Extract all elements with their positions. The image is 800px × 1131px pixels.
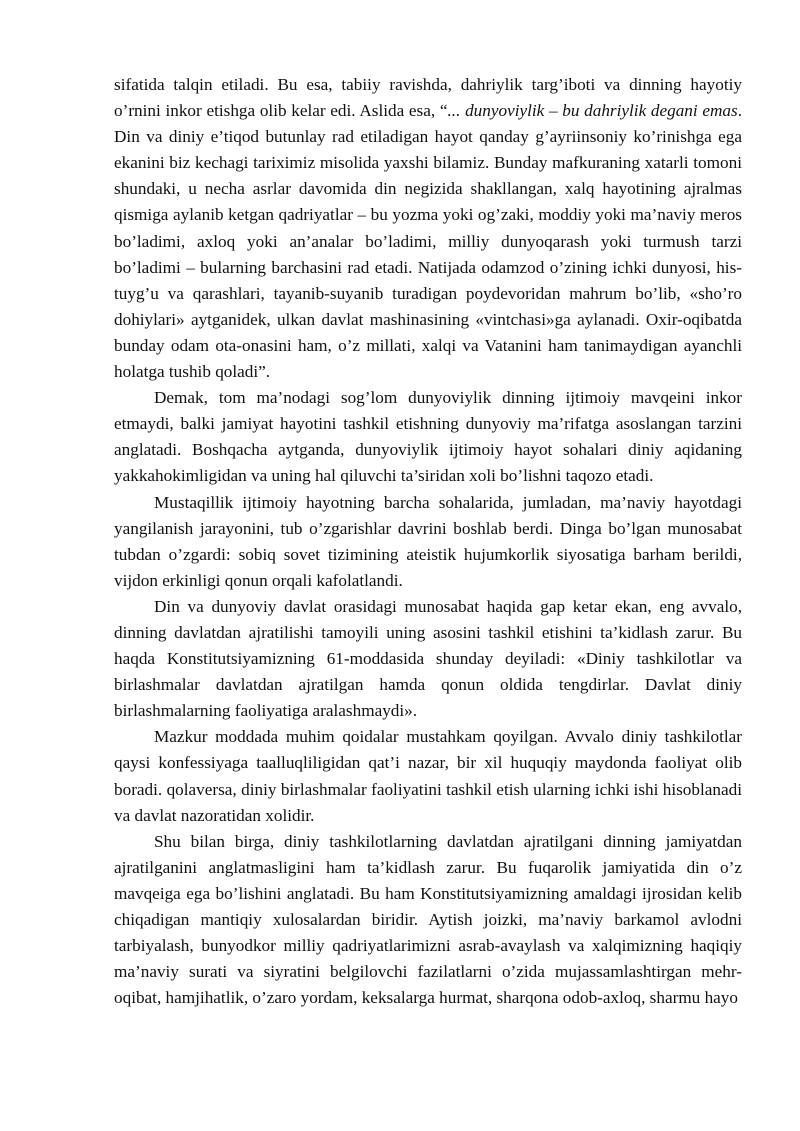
paragraph-1-text-start: sifatida talqin etiladi. Bu esa, tabiiy ravishda, dahriylik targ’iboti va dinning hayotiy o’rnini inkor etishga olib kelar edi. Aslida esa, “ [114,75,742,121]
paragraph-2: Demak, tom ma’nodagi sog’lom dunyoviylik dinning ijtimoiy mavqeini inkor etmaydi, balki jamiyat hayotini tashkil etishning dunyoviy ma’rifatga asoslangan tarzini anglatadi. Boshqacha aytganda, dunyoviylik ijtimoiy hayot sohalari diniy aqidaning yakkahokimligidan va uning hal qiluvchi ta’siridan xoli bo’lishni taqozo etadi. [114,388,742,486]
paragraph-5: Mazkur moddada muhim qoidalar mustahkam qoyilgan. Avvalo diniy tashkilotlar qaysi konfessiyaga taalluqliligidan qat’i nazar, bir xil huquqiy maydonda faoliyat olib boradi. qolaversa, diniy birlashmalar faoliyatini tashkil etish ularning ichki ishi hisoblanadi va davlat nazoratidan xolidir. [114,727,742,825]
paragraph-1 [114,72,742,385]
paragraph-3: Mustaqillik ijtimoiy hayotning barcha sohalarida, jumladan, ma’naviy hayotdagi yangilanish jarayonini, tub o’zgarishlar davrini boshlab berdi. Dinga bo’lgan munosabat tubdan o’zgardi: sobiq sovet tizimining ateistik hujumkorlik siyosatiga barham berildi, vijdon erkinligi qonun orqali kafolatlandi. [114,492,742,590]
document-page [114,72,742,1011]
paragraph-1-quote-italic: ... dunyoviylik – bu dahriylik degani emas [447,101,738,121]
paragraph-6: Shu bilan birga, diniy tashkilotlarning davlatdan ajratilgani dinning jamiyatdan ajratilganini anglatmasligini ham ta’kidlash zarur. Bu fuqarolik jamiyatida din o’z mavqeiga ega bo’lishini anglatadi. Bu ham Konstitutsiyamizning amaldagi ijrosidan kelib chiqadigan mantiqiy xulosalardan biridir. Aytish joizki, ma’naviy barkamol avlodni tarbiyalash, bunyodkor milliy qadriyatlarimizni asrab-avaylash va xalqimizning haqiqiy ma’naviy surati va siyratini belgilovchi fazilatlarni o’zida mujassamlashtirgan mehr-oqibat, hamjihatlik, o’zaro yordam, keksalarga hurmat, sharqona odob-axloq, sharmu hayo [114,831,742,1008]
paragraph-4: Din va dunyoviy davlat orasidagi munosabat haqida gap ketar ekan, eng avvalo, dinning davlatdan ajratilishi tamoyili uning asosini tashkil etishini ta’kidlash zarur. Bu haqda Konstitutsiyamizning 61-moddasida shunday deyiladi: «Diniy tashkilotlar va birlashmalar davlatdan ajratilgan hamda qonun oldida tengdirlar. Davlat diniy birlashmalarning faoliyatiga aralashmaydi». [114,596,742,721]
paragraph-1-text-end: . Din va diniy e’tiqod butunlay rad etiladigan hayot qanday g’ayriinsoniy ko’rinishga ega ekanini biz kechagi tariximiz misolida yaxshi bilamiz. Bunday mafkuraning xatarli tomoni shundaki, u necha asrlar davomida din negizida shakllangan, xalq hayotining ajralmas qismiga aylanib ketgan qadriyatlar – bu yozma yoki og’zaki, moddiy yoki ma’naviy meros bo’ladimi, axloq yoki an’analar bo’ladimi, milliy dunyoqarash yoki turmush tarzi bo’ladimi – bularning barchasini rad etadi. Natijada odamzod o’zining ichki dunyosi, his-tuyg’u va qarashlari, tayanib-suyanib turadigan poydevoridan mahrum bo’lib, «sho’ro dohiylari» aytganidek, ulkan davlat mashinasining «vintchasi»ga aylanadi. Oxir-oqibatda bunday odam ota-onasini ham, o’z millati, xalqi va Vatanini ham tanimaydigan ayanchli holatga tushib qoladi”. [114,101,742,382]
